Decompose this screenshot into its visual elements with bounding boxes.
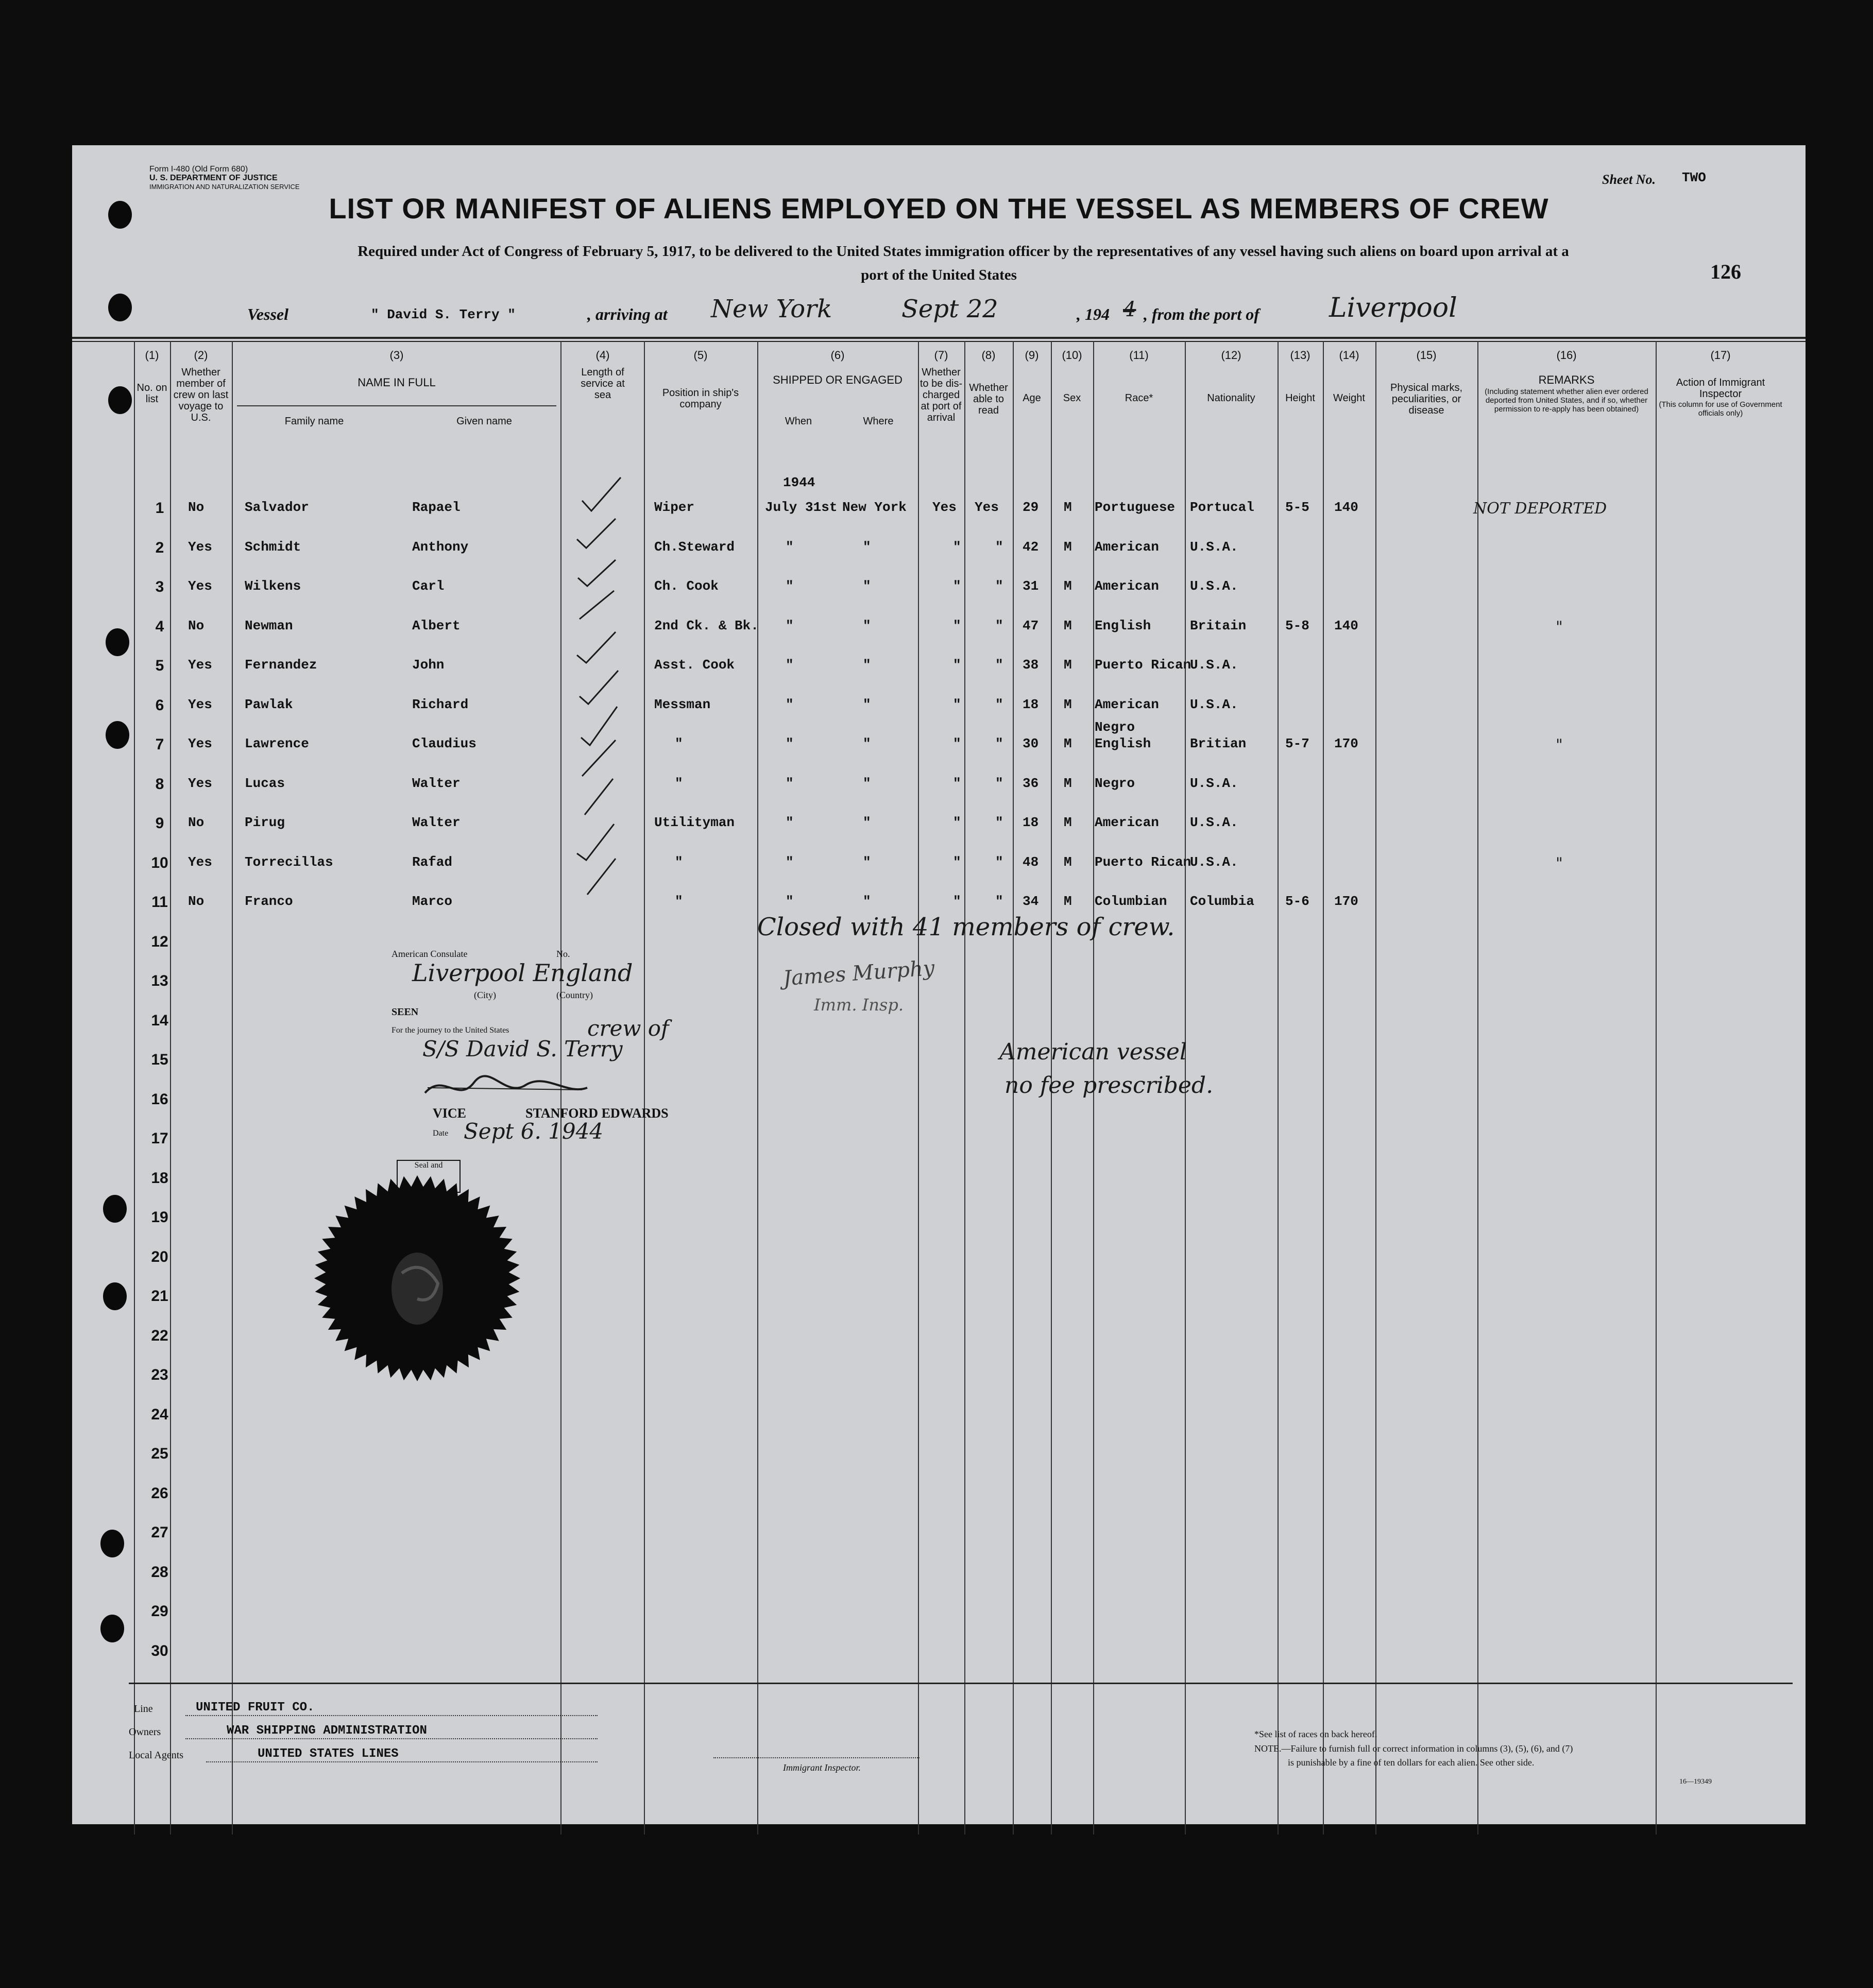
col-number: (4): [595, 349, 610, 362]
row-number: 15: [151, 1051, 168, 1068]
col-head-read: Whether able to read: [969, 382, 1008, 416]
row-number: 13: [151, 972, 168, 989]
family-name: Torrecillas: [245, 854, 333, 870]
row-number: 29: [151, 1603, 168, 1620]
header-rule-2: [72, 341, 1806, 342]
discharged: ": [953, 775, 961, 791]
family-name: Pawlak: [245, 696, 293, 712]
discharged: ": [953, 894, 961, 909]
nationality: Columbia: [1190, 894, 1254, 909]
given-name: Rafad: [412, 854, 453, 870]
nationality: U.S.A.: [1190, 696, 1238, 712]
col-number: (13): [1290, 349, 1310, 362]
col-number: (9): [1025, 349, 1039, 362]
position: ": [675, 854, 683, 870]
footer-rule: [129, 1683, 1793, 1684]
footer-inspector: Immigrant Inspector.: [783, 1762, 861, 1773]
age: 31: [1023, 578, 1039, 594]
row-number: 1: [155, 500, 164, 517]
row-number: 8: [155, 775, 164, 793]
remark: ": [1556, 618, 1563, 636]
col-number: (12): [1221, 349, 1241, 362]
weight: 140: [1334, 500, 1358, 515]
shipped-when: ": [786, 696, 794, 712]
col-divider: [918, 341, 919, 1835]
sex: M: [1064, 736, 1072, 751]
name-underline: [237, 405, 556, 406]
row-number: 22: [151, 1327, 168, 1344]
nationality: U.S.A.: [1190, 578, 1238, 594]
sex: M: [1064, 539, 1072, 555]
vessel-note-1: American vessel: [999, 1039, 1187, 1065]
able-to-read: ": [995, 657, 1003, 673]
stamp-date: Sept 6. 1944: [464, 1119, 604, 1144]
age: 42: [1023, 539, 1039, 555]
remark: ": [1556, 736, 1563, 754]
wax-seal: [314, 1170, 531, 1386]
footer-line-rule: [185, 1715, 598, 1716]
binding-hole: [108, 294, 132, 321]
col-head-remarks: REMARKS: [1538, 373, 1595, 386]
binding-hole: [103, 1195, 127, 1223]
arriving-label: , arriving at: [587, 305, 668, 323]
last-voyage: No: [188, 815, 205, 830]
arriving-port: New York: [711, 295, 832, 323]
shipped-where: ": [863, 539, 871, 555]
shipped-where: ": [863, 657, 871, 673]
stamp-seen: SEEN: [391, 1006, 419, 1018]
stamp-consul-name: STANFORD EDWARDS: [525, 1106, 669, 1121]
binding-hole: [103, 1282, 127, 1310]
row-number: 26: [151, 1484, 168, 1502]
shipped-when: ": [786, 578, 794, 594]
discharged: ": [953, 618, 961, 633]
closed-note: Closed with 41 members of crew.: [757, 913, 1175, 941]
shipped-where: ": [863, 578, 871, 594]
shipped-where: ": [863, 854, 871, 870]
form-header: [149, 165, 300, 191]
stamp-vessel: S/S David S. Terry: [422, 1036, 623, 1061]
manifest-sheet: [72, 145, 1806, 1824]
race: American: [1095, 539, 1159, 555]
nationality: Britian: [1190, 736, 1247, 751]
height: 5-5: [1285, 500, 1309, 515]
inspector-signature: James Murphy: [782, 956, 935, 991]
footer-agents-rule: [206, 1761, 598, 1762]
footer-print-code: 16—19349: [1679, 1778, 1712, 1786]
position: Utilityman: [654, 815, 735, 830]
col-head-family: Family name: [284, 416, 344, 427]
col-number: (5): [693, 349, 708, 362]
binding-hole: [106, 628, 129, 656]
age: 48: [1023, 854, 1039, 870]
col-head-service: Length of service at sea: [581, 367, 625, 401]
shipped-when: ": [786, 539, 794, 555]
race: Portuguese: [1095, 500, 1176, 515]
race-note: Negro: [1095, 719, 1135, 735]
col-head-age: Age: [1023, 392, 1041, 404]
family-name: Schmidt: [245, 539, 301, 555]
age: 30: [1023, 736, 1039, 751]
able-to-read: ": [995, 775, 1003, 791]
row-number: 14: [151, 1012, 168, 1029]
stamp-date-label: Date: [433, 1129, 449, 1138]
row-number: 7: [155, 736, 164, 753]
col-head-given: Given name: [456, 416, 512, 427]
service: IMMIGRATION AND NATURALIZATION SERVICE: [149, 183, 300, 191]
shipped-where: ": [863, 775, 871, 791]
row-number: 16: [151, 1090, 168, 1108]
age: 18: [1023, 815, 1039, 830]
from-label: , from the port of: [1144, 305, 1259, 323]
row-number: 23: [151, 1366, 168, 1383]
binding-hole: [108, 201, 132, 229]
weight: 140: [1334, 618, 1358, 633]
col-head-remarks-note: (Including statement whether alien ever ordered deported from United States, and if so, whether permission to re-apply has been obtained): [1485, 387, 1648, 414]
discharged: Yes: [932, 500, 957, 515]
col-number: (17): [1710, 349, 1731, 362]
family-name: Lawrence: [245, 736, 309, 751]
discharged: ": [953, 578, 961, 594]
given-name: John: [412, 657, 445, 673]
service-checkmarks: [567, 454, 644, 1021]
given-name: Richard: [412, 696, 469, 712]
race: Puerto Rican: [1095, 657, 1191, 673]
last-voyage: Yes: [188, 696, 212, 712]
col-number: (10): [1062, 349, 1082, 362]
sheet-number: TWO: [1682, 170, 1706, 185]
shipped-when: ": [786, 815, 794, 830]
row-number: 6: [155, 696, 164, 714]
shipped-where: ": [863, 736, 871, 751]
last-voyage: Yes: [188, 736, 212, 751]
last-voyage: No: [188, 894, 205, 909]
col-head-when: When: [785, 416, 812, 427]
stamp-city: Liverpool England: [412, 959, 633, 987]
shipped-where: ": [863, 696, 871, 712]
col-number: (1): [145, 349, 159, 362]
nationality: U.S.A.: [1190, 854, 1238, 870]
sex: M: [1064, 578, 1072, 594]
last-voyage: Yes: [188, 854, 212, 870]
row-number: 5: [155, 657, 164, 674]
position: ": [675, 736, 683, 751]
able-to-read: ": [995, 815, 1003, 830]
sex: M: [1064, 618, 1072, 633]
binding-hole: [108, 386, 132, 414]
col-head-last-voyage: Whether member of crew on last voyage to U.S.: [173, 367, 229, 423]
col-head-action-note: (This column for use of Government officials only): [1659, 400, 1782, 418]
col-head-action: Action of Immigrant Inspector: [1676, 377, 1765, 400]
col-number: (6): [830, 349, 845, 362]
sheet-label: Sheet No.: [1602, 172, 1656, 187]
nationality: U.S.A.: [1190, 775, 1238, 791]
age: 29: [1023, 500, 1039, 515]
given-name: Albert: [412, 618, 461, 633]
sex: M: [1064, 815, 1072, 830]
last-voyage: No: [188, 618, 205, 633]
footer-agents: UNITED STATES LINES: [258, 1747, 399, 1761]
col-divider: [1656, 341, 1657, 1835]
page-title: LIST OR MANIFEST OF ALIENS EMPLOYED ON THE VESSEL AS MEMBERS OF CREW: [329, 192, 1549, 225]
binding-hole: [100, 1615, 124, 1642]
stamp-crew: crew of: [587, 1016, 669, 1041]
col-head-shipped: SHIPPED OR ENGAGED: [773, 373, 903, 386]
stamp-city-label: (City): [474, 990, 496, 1000]
shipped-when: July 31st: [765, 500, 838, 515]
discharged: ": [953, 736, 961, 751]
col-head-no: No. on list: [137, 382, 167, 405]
able-to-read: ": [995, 539, 1003, 555]
shipped-when: ": [786, 854, 794, 870]
footer-note-3: is punishable by a fine of ten dollars for each alien. See other side.: [1288, 1757, 1535, 1768]
position: Wiper: [654, 500, 695, 515]
stamp-no-label: No.: [556, 949, 570, 959]
able-to-read: ": [995, 618, 1003, 633]
row-number: 4: [155, 618, 164, 635]
shipped-when: ": [786, 894, 794, 909]
shipped-where: ": [863, 894, 871, 909]
last-voyage: Yes: [188, 578, 212, 594]
col-head-weight: Weight: [1333, 392, 1365, 404]
shipped-when: ": [786, 736, 794, 751]
shipped-where: ": [863, 618, 871, 633]
row-number: 25: [151, 1445, 168, 1462]
year-prefix: , 194: [1077, 305, 1110, 323]
position: ": [675, 775, 683, 791]
last-voyage: Yes: [188, 539, 212, 555]
last-voyage: No: [188, 500, 205, 515]
col-divider: [1375, 341, 1376, 1835]
col-head-name: NAME IN FULL: [357, 376, 436, 389]
position: Asst. Cook: [654, 657, 735, 673]
nationality: Britain: [1190, 618, 1247, 633]
col-head-discharged: Whether to be dis-charged at port of arrival: [920, 367, 963, 423]
age: 34: [1023, 894, 1039, 909]
race: English: [1095, 618, 1151, 633]
discharged: ": [953, 815, 961, 830]
seal-label: Seal and: [414, 1161, 443, 1170]
position: Ch.Steward: [654, 539, 735, 555]
year-note: 1944: [783, 475, 815, 490]
row-number: 20: [151, 1248, 168, 1265]
row-number: 18: [151, 1169, 168, 1187]
row-number: 3: [155, 578, 164, 595]
col-number: (15): [1416, 349, 1437, 362]
footer-note-2: NOTE.—Failure to furnish full or correct information in columns (3), (5), (6), and (7): [1254, 1743, 1573, 1754]
nationality: U.S.A.: [1190, 815, 1238, 830]
given-name: Walter: [412, 815, 461, 830]
col-head-height: Height: [1285, 392, 1315, 404]
last-voyage: Yes: [188, 775, 212, 791]
stamp-journey: For the journey to the United States: [391, 1026, 509, 1035]
discharged: ": [953, 539, 961, 555]
department: U. S. DEPARTMENT OF JUSTICE: [149, 174, 278, 182]
col-head-race: Race*: [1125, 392, 1153, 404]
form-number: Form I-480 (Old Form 680): [149, 165, 248, 174]
given-name: Carl: [412, 578, 445, 594]
row-number: 27: [151, 1524, 168, 1541]
row-number: 12: [151, 933, 168, 950]
family-name: Lucas: [245, 775, 285, 791]
vessel-label: Vessel: [247, 305, 288, 323]
footer-owners-rule: [185, 1738, 598, 1739]
race: Negro: [1095, 775, 1135, 791]
height: 5-6: [1285, 894, 1309, 909]
subtitle-line-2: port of the United States: [861, 267, 1017, 283]
position: Messman: [654, 696, 711, 712]
family-name: Pirug: [245, 815, 285, 830]
col-number: (11): [1129, 349, 1149, 362]
race: Columbian: [1095, 894, 1167, 909]
footer-line-label: Line: [134, 1703, 153, 1715]
row-number: 9: [155, 815, 164, 832]
footer-note-1: *See list of races on back hereof.: [1254, 1729, 1377, 1739]
height: 5-8: [1285, 618, 1309, 633]
row-number: 21: [151, 1288, 168, 1305]
year-suffix: 4: [1123, 298, 1136, 321]
col-number: (14): [1339, 349, 1359, 362]
weight: 170: [1334, 894, 1358, 909]
race: English: [1095, 736, 1151, 751]
col-number: (3): [389, 349, 404, 362]
able-to-read: ": [995, 696, 1003, 712]
signature-title: Imm. Insp.: [814, 995, 904, 1015]
stamp-signature-scrawl: [422, 1072, 592, 1103]
inspector-rule: [713, 1757, 920, 1758]
shipped-when: ": [786, 657, 794, 673]
footer-owners: WAR SHIPPING ADMINISTRATION: [227, 1724, 427, 1738]
given-name: Claudius: [412, 736, 476, 751]
sex: M: [1064, 696, 1072, 712]
given-name: Walter: [412, 775, 461, 791]
col-divider: [232, 341, 233, 1835]
row-number: 2: [155, 539, 164, 556]
col-number: (8): [981, 349, 996, 362]
family-name: Wilkens: [245, 578, 301, 594]
header-rule: [72, 337, 1806, 339]
sex: M: [1064, 657, 1072, 673]
position: Ch. Cook: [654, 578, 719, 594]
stamp-vice: VICE: [433, 1106, 467, 1121]
race: American: [1095, 578, 1159, 594]
nationality: U.S.A.: [1190, 539, 1238, 555]
col-divider: [1323, 341, 1324, 1835]
col-divider: [1278, 341, 1279, 1835]
row-number: 11: [151, 894, 168, 911]
from-port: Liverpool: [1329, 293, 1457, 323]
sex: M: [1064, 500, 1072, 515]
able-to-read: Yes: [975, 500, 999, 515]
family-name: Newman: [245, 618, 293, 633]
able-to-read: ": [995, 894, 1003, 909]
col-head-marks: Physical marks, peculiarities, or disease: [1390, 382, 1463, 416]
col-head-nationality: Nationality: [1207, 392, 1255, 404]
footer-line: UNITED FRUIT CO.: [196, 1701, 315, 1715]
discharged: ": [953, 854, 961, 870]
col-head-where: Where: [863, 416, 894, 427]
binding-hole: [106, 721, 129, 749]
last-voyage: Yes: [188, 657, 212, 673]
able-to-read: ": [995, 736, 1003, 751]
remark: ": [1556, 854, 1563, 872]
given-name: Marco: [412, 894, 453, 909]
page-number: 126: [1710, 260, 1741, 283]
position: ": [675, 894, 683, 909]
discharged: ": [953, 696, 961, 712]
sex: M: [1064, 775, 1072, 791]
age: 36: [1023, 775, 1039, 791]
row-number: 28: [151, 1563, 168, 1581]
given-name: Anthony: [412, 539, 469, 555]
remark: NOT DEPORTED: [1473, 500, 1607, 518]
family-name: Fernandez: [245, 657, 317, 673]
position: 2nd Ck. & Bk.: [654, 618, 759, 633]
stamp-consulate: American Consulate: [391, 949, 468, 959]
col-number: (16): [1556, 349, 1577, 362]
row-number: 17: [151, 1130, 168, 1147]
shipped-where: New York: [842, 500, 907, 515]
race: American: [1095, 696, 1159, 712]
col-head-position: Position in ship's company: [662, 387, 739, 410]
given-name: Rapael: [412, 500, 461, 515]
col-head-sex: Sex: [1063, 392, 1081, 404]
discharged: ": [953, 657, 961, 673]
col-divider: [964, 341, 965, 1835]
binding-hole: [100, 1530, 124, 1557]
vessel-name: " David S. Terry ": [371, 307, 516, 322]
row-number: 10: [151, 854, 168, 871]
able-to-read: ": [995, 854, 1003, 870]
row-number: 30: [151, 1642, 168, 1659]
stamp-country-label: (Country): [556, 990, 593, 1000]
col-divider: [1477, 341, 1478, 1835]
arrival-date: Sept 22: [901, 295, 998, 323]
able-to-read: ": [995, 578, 1003, 594]
family-name: Salvador: [245, 500, 309, 515]
shipped-when: ": [786, 618, 794, 633]
sex: M: [1064, 854, 1072, 870]
nationality: Portucal: [1190, 500, 1254, 515]
weight: 170: [1334, 736, 1358, 751]
age: 18: [1023, 696, 1039, 712]
footer-agents-label: Local Agents: [129, 1750, 184, 1761]
sex: M: [1064, 894, 1072, 909]
height: 5-7: [1285, 736, 1309, 751]
col-number: (2): [194, 349, 208, 362]
vessel-note-2: no fee prescribed.: [1004, 1072, 1214, 1099]
row-number: 24: [151, 1406, 168, 1423]
footer-owners-label: Owners: [129, 1726, 161, 1738]
race: American: [1095, 815, 1159, 830]
col-number: (7): [934, 349, 948, 362]
family-name: Franco: [245, 894, 293, 909]
col-divider: [134, 341, 135, 1835]
nationality: U.S.A.: [1190, 657, 1238, 673]
age: 38: [1023, 657, 1039, 673]
race: Puerto Rican: [1095, 854, 1191, 870]
shipped-when: ": [786, 775, 794, 791]
subtitle-line-1: Required under Act of Congress of February 5, 1917, to be delivered to the United States immigration officer by the representatives of any vessel having such aliens on board upon arrival at a: [357, 243, 1569, 260]
row-number: 19: [151, 1209, 168, 1226]
shipped-where: ": [863, 815, 871, 830]
age: 47: [1023, 618, 1039, 633]
